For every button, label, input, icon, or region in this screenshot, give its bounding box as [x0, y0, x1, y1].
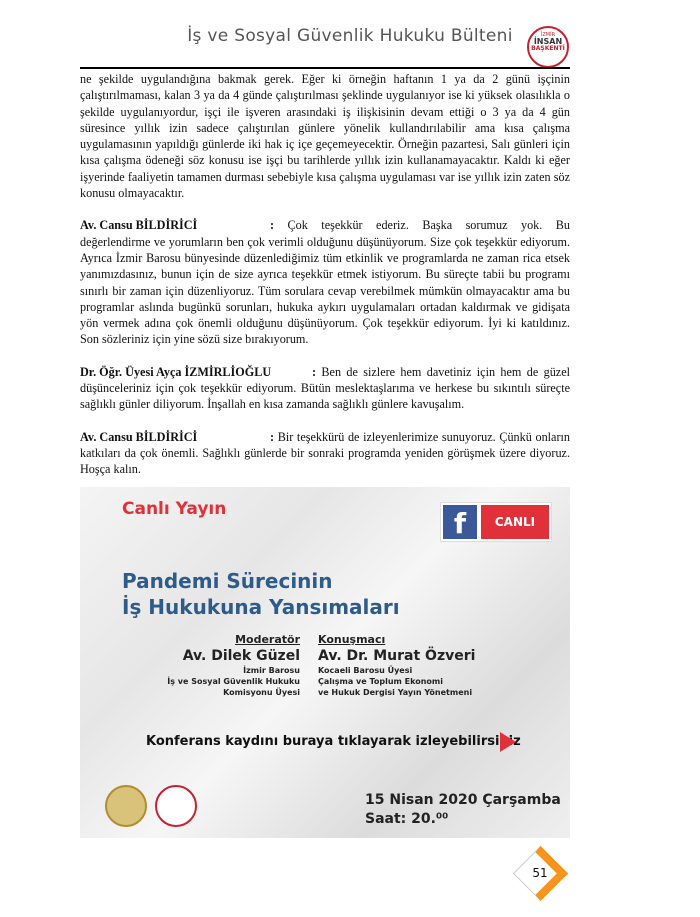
- running-header: İş ve Sosyal Güvenlik Hukuku Bülteni: [187, 26, 513, 46]
- moderator-detail: İzmir Barosu: [243, 666, 300, 675]
- event-date: 15 Nisan 2020 Çarşamba: [365, 792, 561, 808]
- facebook-icon: f: [443, 505, 477, 539]
- paragraph-text: ne şekilde uygulandığına bakmak gerek. Eğer ki örneğin haftanın 1 ya da 2 günü işçinin çalıştırılmaması, kalan 3 ya da 4 günde çalıştırılması şeklinde uygulanıyor ise ki yüksek olasılıkla o şekilde uygulanıyordur, işçi ile işveren arasındaki iş ilişkisinin devam ettiği o 3 ya da 4 gün süresince yıllık izin sadece çalıştırılan günlere yönelik kullandırılabilir ama kısa çalışma uygulamasının yapıldığı günlerde iki hak iç içe geçemeyecektir. Örneğin pazartesi, Salı günleri için kısa çalışma ödeneği söz konusu ise işçi bu tarihlerde yıllık izin kullanamayacaktır. Kaldı ki eğer işyerinde faaliyetin tamamen durması sebebiyle kısa çalışma uygulaması var ise yıllık izin zaten söz konusu olmayacaktır.: [80, 72, 570, 201]
- speaker-name: Av. Dr. Murat Özveri: [318, 648, 476, 664]
- logo-text: BAŞKENTİ: [531, 45, 565, 52]
- insan-haklari-logo: [155, 785, 197, 827]
- paragraph: [80, 71, 570, 201]
- moderator-detail: Komisyonu Üyesi: [223, 688, 300, 697]
- moderator-heading: Moderatör: [235, 633, 300, 646]
- live-label: Canlı Yayın: [122, 499, 227, 519]
- event-time: Saat: 20.⁰⁰: [365, 811, 449, 827]
- speaker-label: Av. Cansu BİLDİRİCİ: [80, 218, 198, 233]
- logo-text: İZMİR: [540, 32, 556, 38]
- paragraph-text: Bir teşekkürü de izleyenlerimize sunuyoruz. Çünkü onların katkıları da çok önemli. Sağlıklı günlerde bir sonraki programda yeniden görüşmek üzere diyoruz. Hoşça kalın.: [80, 429, 571, 477]
- article-body: [80, 71, 570, 494]
- conference-banner[interactable]: [80, 487, 570, 838]
- banner-title-line2: İş Hukukuna Yansımaları: [122, 595, 400, 619]
- header-rule: [80, 67, 570, 69]
- paragraph: [80, 429, 570, 478]
- banner-title-line1: Pandemi Sürecinin: [122, 569, 333, 593]
- paragraph: [80, 217, 570, 347]
- page-number: 51: [532, 866, 548, 880]
- play-icon[interactable]: [500, 732, 516, 752]
- paragraph-text: Ben de sizlere hem davetiniz için hem de güzel düşünceleriniz için çok teşekkür ediyorum. Bütün meslektaşlarıma ve herkese bu sıkıntılı süreçte sağlıklı günler diliyorum. İnşallah en kısa zamanda sağlıklı günlere kavuşalım.: [80, 364, 570, 412]
- speaker-label: Dr. Öğr. Üyesi Ayça İZMİRLİOĞLU: [80, 364, 272, 379]
- izmir-insan-haklari-logo: [527, 26, 569, 68]
- recording-link[interactable]: Konferans kaydını buraya tıklayarak izleyebilirsiniz: [146, 734, 521, 749]
- live-badge-label: CANLI: [481, 505, 549, 539]
- paragraph: [80, 364, 570, 413]
- moderator-name: Av. Dilek Güzel: [182, 648, 300, 664]
- moderator-block: [167, 633, 300, 698]
- logo-text: İNSAN: [533, 37, 563, 46]
- speaker-detail: ve Hukuk Dergisi Yayın Yönetmeni: [318, 688, 473, 697]
- speaker-name: Av. Cansu BİLDİRİCİ :: [80, 218, 288, 233]
- speaker-detail: Çalışma ve Toplum Ekonomi: [318, 677, 443, 686]
- speaker-name: Av. Cansu BİLDİRİCİ :: [80, 429, 278, 444]
- speaker-heading: Konuşmacı: [318, 633, 386, 646]
- speaker-label: Av. Cansu BİLDİRİCİ: [80, 429, 198, 444]
- moderator-detail: İş ve Sosyal Güvenlik Hukuku: [167, 677, 300, 686]
- speaker-name: Dr. Öğr. Üyesi Ayça İZMİRLİOĞLU :: [80, 364, 322, 379]
- paragraph-text: Çok teşekkür ederiz. Başka sorumuz yok. Bu değerlendirme ve yorumların ben çok verimli olduğunu düşünüyorum. Size çok teşekkür ediyorum. Ayrıca İzmir Barosu bünyesinde düzenlediğimiz tüm etkinlik ve programlarda ne zaman rica etsek yanımızdasınız, bunun için de size ayrıca teşekkür etmek istiyorum. Bu süreçte tabii bu programı sınırlı bir zaman için düzenliyoruz. Tüm sorulara cevap verebilmek mümkün olmayacaktır ama bu programlar aslında bugünkü sorunları, hukuka aykırı uygulamaları ortadan kaldırmak ve gidişata yön vermek adına çok önemli olduğunu düşünüyorum. Çok teşekkür ediyorum. İyi ki katıldınız. Son sözleriniz için yine sözü size bırakıyorum.: [80, 218, 571, 347]
- speaker-detail: Kocaeli Barosu Üyesi: [318, 666, 413, 675]
- event-datetime: [365, 791, 561, 829]
- izmir-barosu-seal: [105, 785, 147, 827]
- speaker-block: [318, 633, 475, 698]
- facebook-live-badge: [440, 502, 552, 542]
